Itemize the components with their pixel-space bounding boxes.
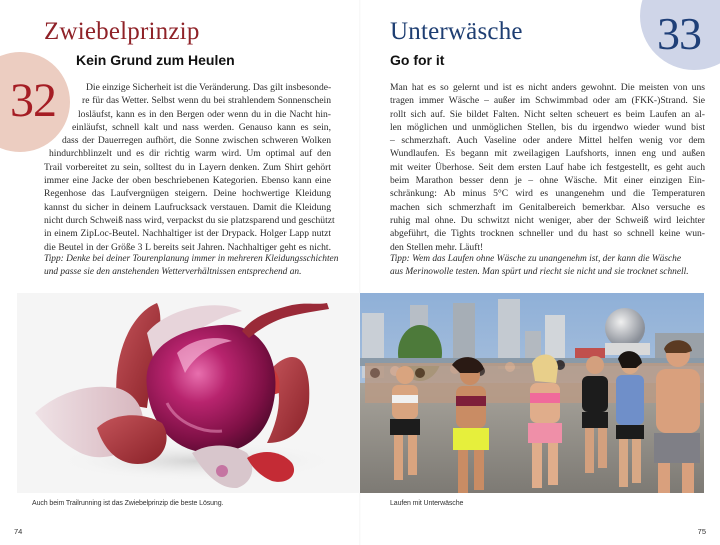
- runners-photo: [360, 293, 704, 493]
- chapter-number: 32: [10, 73, 56, 127]
- body-line: rollt sich auf. Sie bildet Falten. Nicht selten scheuert es beim Laufen an al-: [390, 108, 705, 120]
- tip-box: [390, 253, 708, 279]
- body-line: abgeführt, die Tights trocknen schneller und du hast so schnell keine wun-: [390, 228, 705, 240]
- body-line: Trail vorbereitet zu sein, solltest du in Layern denken. Zum Shirt gehört: [44, 161, 331, 173]
- body-line: in einem ZipLoc-Beutel. Nachhaltiger ist der Drypack. Holger Lapp nutzt: [44, 228, 331, 240]
- body-line: dass der Dauerregen aufhört, die Sonne zwischen schweren Wolken: [62, 135, 331, 147]
- page-title: Unterwäsche: [390, 18, 523, 45]
- body-line: kannst du sicher in deinem Laufrucksack verstauen. Damit die Kleidung: [44, 201, 331, 213]
- body-line: len möglichen und unmöglichen Stellen, bis du irgendwo wieder wund bist: [390, 121, 705, 133]
- page-title: Zwiebelprinzip: [44, 18, 200, 45]
- photo-caption: Laufen mit Unterwäsche: [390, 500, 464, 507]
- chapter-number-badge: [640, 0, 720, 70]
- body-line: Man hat es so gelernt und ist es nicht anders gewohnt. Die meisten von uns: [390, 82, 705, 93]
- right-page: [360, 0, 720, 545]
- tip-box: [44, 253, 344, 279]
- page-subtitle: Kein Grund zum Heulen: [76, 52, 235, 68]
- body-line: machen sich schmerzhaft im Genitalbereich bemerkbar. Also versuche es: [390, 201, 705, 213]
- body-line: immer eine Jacke der oben beschriebenen Kategorien. Ebenso kann eine: [44, 175, 331, 187]
- tip-line: und passe sie den anstehenden Wetterverhältnissen entsprechend an.: [44, 267, 302, 277]
- body-line: nicht durch Schweiß nass wird, verpackst du sie platzsparend und geschützt: [44, 214, 335, 226]
- page-number: 75: [697, 527, 706, 536]
- body-line: mit weiter Überhose. Seit dem ersten Lauf habe ich festgestellt, es geht auch: [390, 161, 705, 173]
- onion-illustration-icon: [17, 293, 359, 493]
- tip-line: Tipp: Wem das Laufen ohne Wäsche zu unangenehm ist, der kann die Wäsche: [390, 254, 682, 264]
- runners-illustration-icon: [360, 293, 704, 493]
- body-line: ruhig mal ohne. Du schwitzt nicht weniger, aber der Schweiß wird leichter: [390, 214, 705, 226]
- body-line: re für das Wetter. Selbst wenn du bei strahlendem Sonnenschein: [82, 95, 331, 107]
- body-line: schränkung: Ab minus 5°C wird es unangenehm und die Temperaturen: [390, 188, 705, 200]
- body-text: [44, 81, 335, 254]
- tip-line: Tipp: Denke bei deiner Tourenplanung immer in mehreren Kleidungsschichten: [44, 254, 339, 264]
- body-line: – schmerzhaft. Auch Vaseline oder andere Mittel helfen wenig vor dem: [390, 135, 705, 147]
- photo-caption: Auch beim Trailrunning ist das Zwiebelprinzip die beste Lösung.: [32, 500, 224, 507]
- tip-line: aus Merinowolle testen. Man spürt und riecht sie nicht und sie trocknet schnell.: [390, 267, 689, 277]
- chapter-number: 33: [657, 7, 701, 59]
- body-text: [390, 81, 705, 254]
- page-subtitle: Go for it: [390, 52, 445, 68]
- body-line: Regenhose das Laufvergnügen steigern. Deine hochwertige Kleidung: [44, 188, 331, 200]
- body-line: hindurchblinzelt und es dir richtig warm wird. Um optimal auf den: [49, 148, 331, 160]
- onion-photo: [17, 293, 359, 493]
- body-line: Wundlaufen. Es begann mit zweilagigen Laufshorts, innen eng und außen: [390, 148, 705, 160]
- page-number: 74: [14, 527, 23, 536]
- body-line: tragen immer Wäsche – außer im Schwimmbad oder am (FKK-)Strand. Sie: [390, 95, 705, 107]
- body-line: beim Marathon besser denn je – ohne Wäsche. Mit einer einzigen Ein-: [390, 175, 705, 187]
- body-line: den Stellen mehr. Läuft!: [390, 241, 484, 253]
- body-line: die Beutel in der Größe 3 L bereits seit Jahren. Nachhaltiger geht es nicht.: [44, 241, 331, 253]
- body-line: losläufst, kann es in den Bergen oder wenn du in die Nacht hin-: [78, 108, 331, 120]
- body-line: einläufst, schnell kalt und nass werden. Genauso kann es sein,: [72, 121, 331, 133]
- body-line: Die einzige Sicherheit ist die Veränderung. Das gilt insbesonde-: [86, 82, 332, 93]
